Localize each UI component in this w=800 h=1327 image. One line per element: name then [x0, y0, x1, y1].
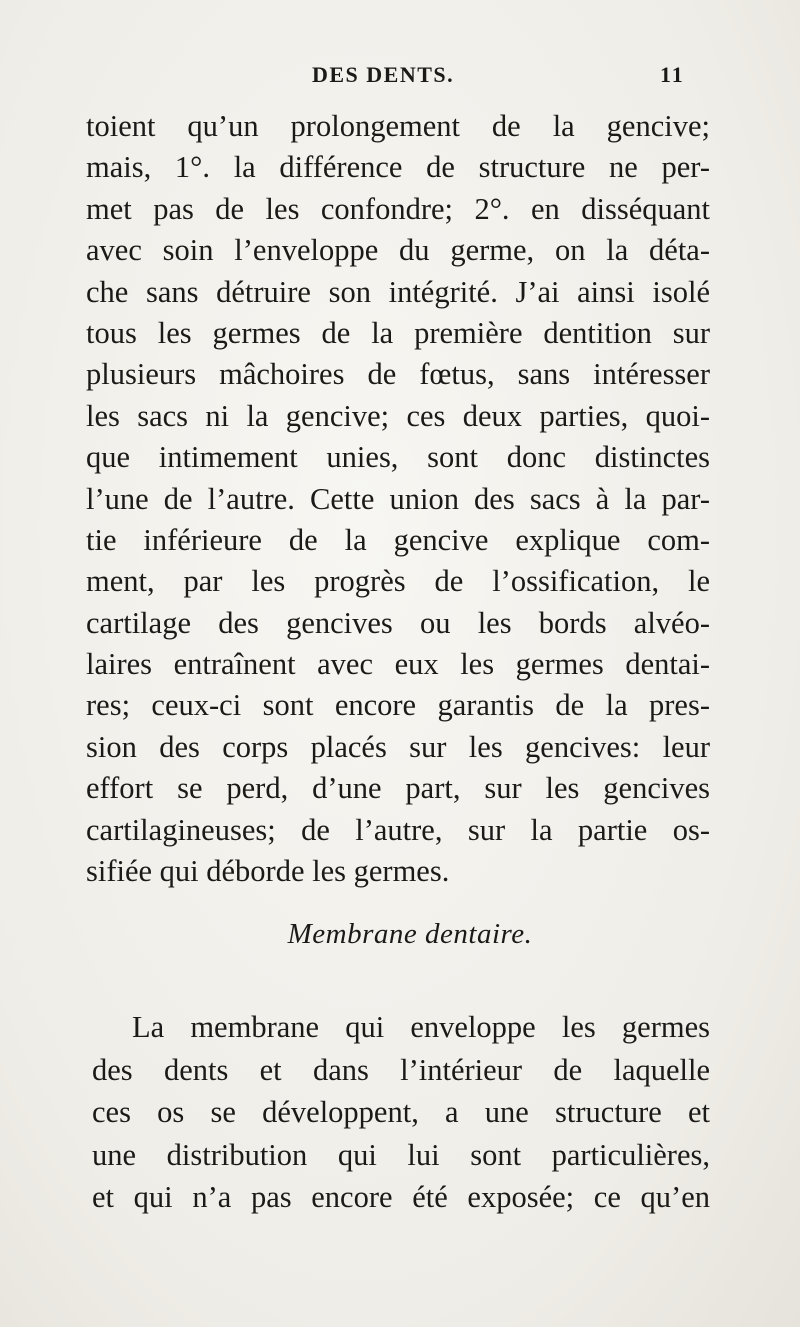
text-line: ces os se développent, a une structure et: [92, 1095, 710, 1129]
running-title: DES DENTS.: [312, 62, 455, 87]
text-line: che sans détruire son intégrité. J’ai ainsi isolé: [86, 274, 710, 309]
paragraph-2: [92, 1006, 710, 1219]
text-line: l’une de l’autre. Cette union des sacs à la par-: [86, 481, 710, 516]
text-line: que intimement unies, sont donc distinctes: [86, 440, 710, 475]
page-header: [0, 58, 800, 98]
text-line: sifiée qui déborde les germes.: [86, 854, 450, 889]
text-line: une distribution qui lui sont particulières,: [92, 1137, 710, 1172]
text-line: plusieurs mâchoires de fœtus, sans intéresser: [86, 357, 710, 392]
text-line: res; ceux-ci sont encore garantis de la pres-: [86, 688, 710, 723]
text-line: et qui n’a pas encore été exposée; ce qu’en: [92, 1180, 710, 1214]
text-line: des dents et dans l’intérieur de laquelle: [92, 1052, 710, 1087]
section-heading: Membrane dentaire.: [287, 918, 533, 950]
text-line: laires entraînent avec eux les germes dentai-: [86, 647, 710, 682]
text-line: les sacs ni la gencive; ces deux parties, quoi-: [86, 398, 710, 433]
page-number: 11: [660, 62, 685, 87]
text-line: avec soin l’enveloppe du germe, on la déta-: [86, 233, 710, 268]
paragraph-1: [86, 106, 710, 892]
text-line: met pas de les confondre; 2°. en disséquant: [86, 191, 710, 226]
text-line: toient qu’un prolongement de la gencive;: [86, 109, 710, 143]
text-line: mais, 1°. la différence de structure ne per-: [86, 150, 710, 185]
text-line: cartilagineuses; de l’autre, sur la partie os-: [86, 812, 710, 847]
text-line: sion des corps placés sur les gencives: leur: [86, 729, 710, 764]
text-line: cartilage des gencives ou les bords alvéo-: [86, 605, 710, 640]
text-line: La membrane qui enveloppe les germes: [132, 1010, 710, 1044]
text-line: ment, par les progrès de l’ossification, le: [86, 564, 710, 599]
text-line: tie inférieure de la gencive explique com-: [86, 522, 710, 557]
text-line: tous les germes de la première dentition sur: [86, 315, 710, 350]
text-line: effort se perd, d’une part, sur les gencives: [86, 771, 710, 806]
